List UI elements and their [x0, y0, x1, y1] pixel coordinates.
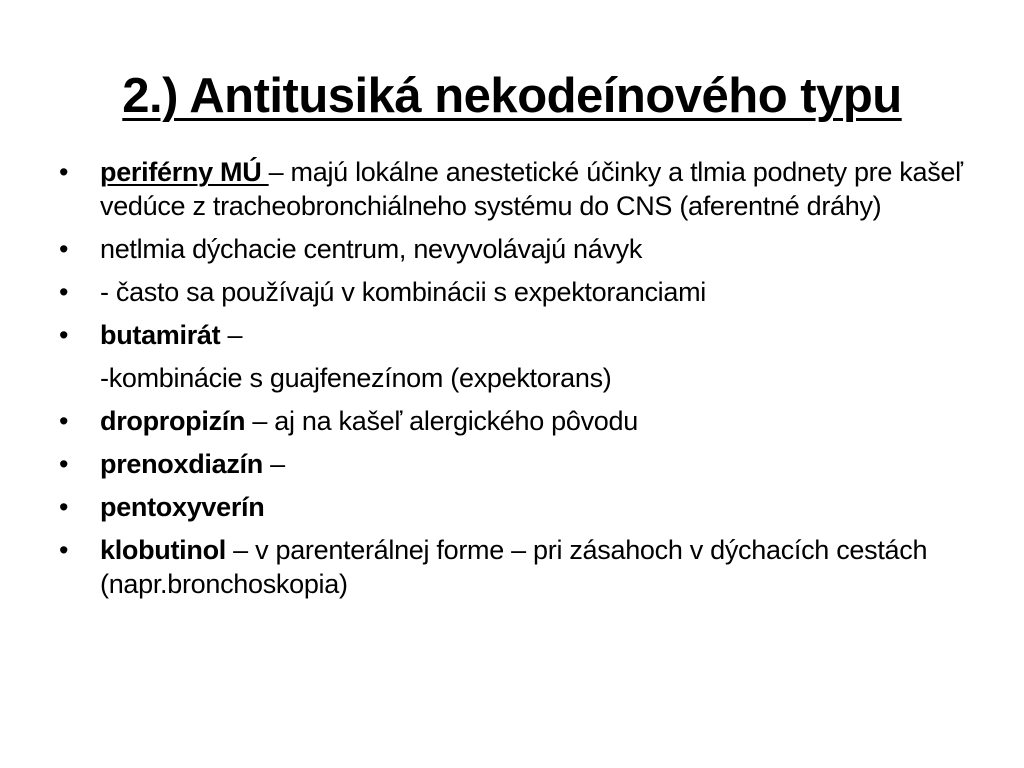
slide-title [0, 60, 1024, 132]
bullet-icon: • [59, 492, 69, 522]
item-term: prenoxdiazín [100, 449, 263, 479]
list-item-combination [52, 275, 982, 309]
list-item-guaifenesin [52, 361, 982, 395]
item-term: pentoxyverín [100, 492, 265, 522]
bullet-icon: • [59, 277, 69, 307]
item-term: periférny MÚ [100, 157, 269, 187]
list-item-butamirate [52, 318, 982, 352]
item-term: butamirát [100, 320, 221, 350]
item-text: netlmia dýchacie centrum, nevyvolávajú návyk [100, 234, 643, 264]
list-item-clobutinol [52, 533, 982, 601]
item-text: - často sa používajú v kombinácii s expektoranciami [100, 277, 706, 307]
bullet-icon: • [59, 406, 69, 436]
list-item-prenoxdiazine [52, 447, 982, 481]
item-text: – [220, 320, 243, 350]
list-item-dropropizine [52, 404, 982, 438]
bullet-icon: • [59, 449, 69, 479]
item-term: klobutinol [100, 535, 226, 565]
slide-title-text: 2.) Antitusiká nekodeínového typu [122, 69, 902, 123]
item-term: dropropizín [100, 406, 246, 436]
item-text: – [262, 449, 285, 479]
item-text: – majú lokálne anestetické účinky a tlmia podnety pre kašeľ vedúce z tracheobronchiálneho systému do CNS (aferentné dráhy) [100, 157, 963, 221]
bullet-icon: • [59, 157, 69, 187]
list-item-peripheral [52, 155, 982, 223]
bullet-icon: • [59, 320, 69, 350]
bullet-icon: • [59, 234, 69, 264]
bullet-icon: • [59, 535, 69, 565]
item-text: -kombinácie s guajfenezínom (expektorans) [100, 363, 612, 393]
item-text: – aj na kašeľ alergického pôvodu [245, 406, 638, 436]
list-item-respiratory-center [52, 232, 982, 266]
bullet-list [52, 150, 982, 610]
item-text: – v parenterálnej forme – pri zásahoch v dýchacích cestách (napr.bronchoskopia) [100, 535, 928, 599]
list-item-pentoxyverine [52, 490, 982, 524]
